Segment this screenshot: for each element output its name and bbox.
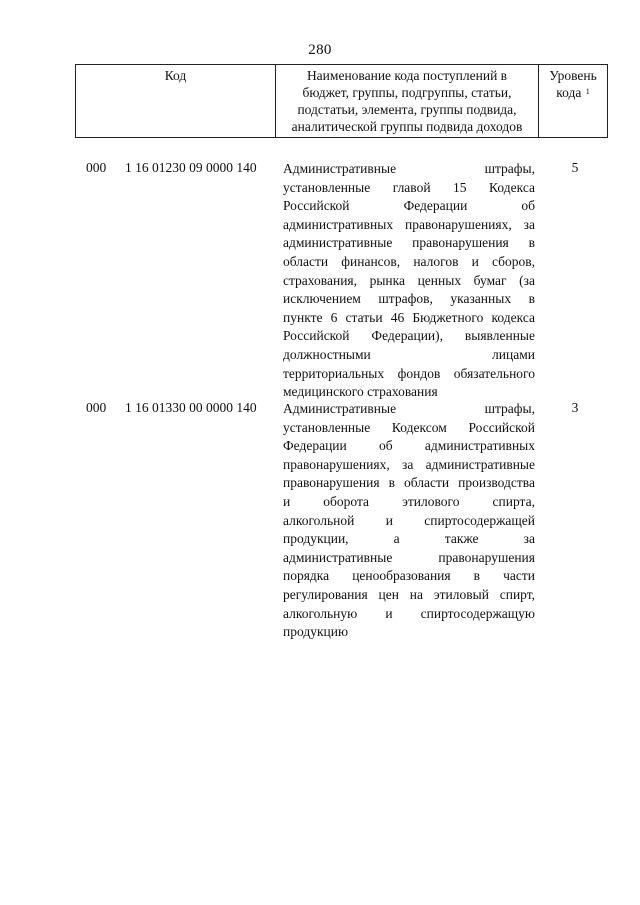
header-level-cell: [539, 65, 607, 137]
header-code-cell: [76, 65, 276, 137]
header-name-line: подстатьи, элемента, группы подвида,: [297, 102, 517, 117]
header-level-line1: Уровень: [549, 68, 597, 83]
row-level: 3: [571, 400, 579, 415]
description-line: установленные главой 15 Кодекса: [283, 179, 535, 195]
header-name-line: бюджет, группы, подгруппы, статьи,: [302, 85, 512, 100]
header-name-line: аналитической группы подвида доходов: [291, 119, 523, 134]
description-line: установленные Кодексом Российской: [283, 419, 535, 435]
description-line: медицинского страхования: [283, 384, 438, 400]
description-line: Федерации об административных: [283, 438, 535, 454]
description-line: Административные штрафы,: [283, 401, 535, 416]
description-line: и оборота этилового спирта,: [283, 493, 535, 509]
description-line: области финансов, налогов и сборов,: [283, 253, 535, 269]
header-level-label: кода: [556, 85, 582, 100]
page-number: 280: [308, 42, 332, 58]
description-line: должностными лицами: [283, 346, 535, 362]
footnote-marker: 1: [585, 87, 590, 96]
description-line: административные правонарушения в: [283, 235, 535, 251]
description-line: правонарушениях, за административные: [283, 456, 535, 472]
description-line: исключением штрафов, указанных в: [283, 291, 535, 307]
row-level: 5: [571, 160, 579, 175]
description-line: правонарушения в области производства: [283, 475, 535, 491]
description-line: продукцию: [283, 624, 349, 640]
description-line: страхования, рынка ценных бумаг (за: [283, 272, 535, 288]
description-line: административные правонарушения: [283, 549, 535, 565]
budget-code: 1 16 01330 00 0000 140: [125, 400, 257, 415]
row-description: [283, 400, 535, 642]
row-description: [283, 160, 535, 402]
description-line: порядка ценообразования в части: [283, 568, 535, 584]
table-header: [75, 64, 608, 138]
description-line: Российской Федерации об: [283, 198, 535, 214]
admin-code: 000: [86, 400, 107, 415]
description-line: регулирования цен на этиловый спирт,: [283, 586, 535, 602]
description-line: Российской Федерации), выявленные: [283, 328, 535, 344]
header-code-label: Код: [164, 68, 187, 83]
description-line: административных правонарушениях, за: [283, 216, 535, 232]
header-name-cell: [276, 65, 539, 137]
description-line: пункте 6 статьи 46 Бюджетного кодекса: [283, 309, 535, 325]
description-line: Административные штрафы,: [283, 161, 535, 176]
description-line: продукции, а также за: [283, 531, 535, 547]
budget-code: 1 16 01230 09 0000 140: [125, 160, 257, 175]
admin-code: 000: [86, 160, 107, 175]
header-name-line: Наименование кода поступлений в: [306, 68, 508, 83]
description-line: алкогольную и спиртосодержащую: [283, 605, 535, 621]
header-level-line2: [539, 84, 607, 101]
description-line: территориальных фондов обязательного: [283, 365, 535, 381]
description-line: алкогольной и спиртосодержащей: [283, 512, 535, 528]
